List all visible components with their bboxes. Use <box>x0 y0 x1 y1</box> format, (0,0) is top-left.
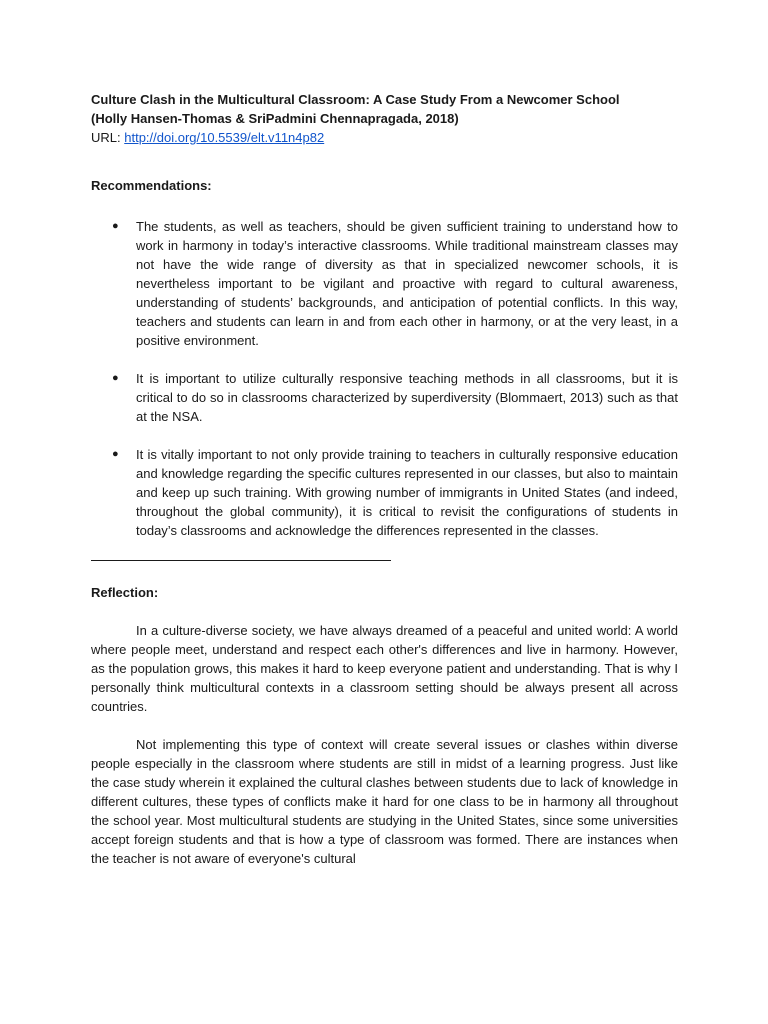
list-item <box>91 445 678 540</box>
bullet-icon: ● <box>112 220 119 232</box>
section-divider <box>91 560 391 561</box>
url-line <box>91 128 678 147</box>
list-item-text: It is vitally important to not only provide training to teachers in culturally responsive education and knowledge regarding the specific cultures represented in our classes, but also to maintain and keep up such training. With growing number of immigrants in United States (and indeed, throughout the global community), it is critical to revisit the configurations of students in today’s classrooms and acknowledge the differences represented in the classes. <box>136 447 678 538</box>
reflection-paragraph-2: Not implementing this type of context will create several issues or clashes within diverse people especially in the classroom where students are still in midst of a learning progress. Just like the case study wherein it explained the cultural clashes between students due to lack of knowledge in different cultures, these types of conflicts make it hard for one class to be in harmony all throughout the school year. Most multicultural students are studying in the United States, since some universities accept foreign students and that is how a type of classroom was formed. There are instances when the teacher is not aware of everyone's cultural <box>91 737 678 866</box>
list-item <box>91 369 678 426</box>
url-label: URL: <box>91 130 125 145</box>
reflection-paragraph-1: In a culture-diverse society, we have always dreamed of a peaceful and united world: A world where people meet, understand and respect each other's differences and live in harmony. However, as the population grows, this makes it hard to keep everyone patient and understanding. That is why I personally think multicultural contexts in a classroom setting should be always present all across countries. <box>91 623 678 714</box>
document-title-line-2: (Holly Hansen-Thomas & SriPadmini Chennapragada, 2018) <box>91 111 459 126</box>
reflection-heading: Reflection: <box>91 585 159 600</box>
document-page <box>91 90 678 868</box>
recommendations-list <box>91 217 678 540</box>
recommendations-heading: Recommendations: <box>91 178 212 193</box>
list-item-text: The students, as well as teachers, should be given sufficient training to understand how to work in harmony in today’s interactive classrooms. While traditional mainstream classes may not have the wide range of diversity as that in specialized newcomer schools, it is nevertheless important to be vigilant and proactive with regard to cultural awareness, understanding of students’ backgrounds, and anticipation of potential conflicts. In this way, teachers and students can learn in and from each other in harmony, or at the very least, in a positive environment. <box>136 219 678 348</box>
list-item-text: It is important to utilize culturally responsive teaching methods in all classrooms, but it is critical to do so in classrooms characterized by superdiversity (Blommaert, 2013) such as that at the NSA. <box>136 371 678 424</box>
bullet-icon: ● <box>112 448 119 460</box>
doi-link[interactable]: http://doi.org/10.5539/elt.v11n4p82 <box>124 130 325 145</box>
document-title-line-1: Culture Clash in the Multicultural Classroom: A Case Study From a Newcomer School <box>91 92 620 107</box>
list-item <box>91 217 678 350</box>
bullet-icon: ● <box>112 372 119 384</box>
